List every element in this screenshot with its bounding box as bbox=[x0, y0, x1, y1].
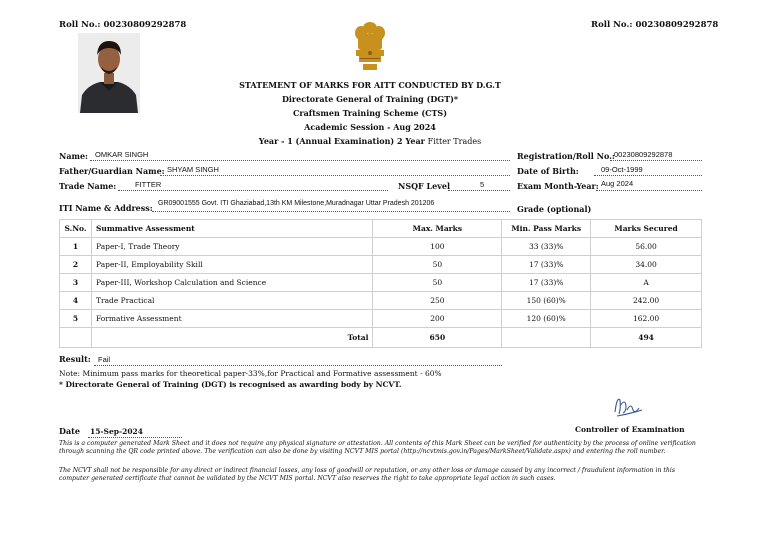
iti-label: ITI Name & Address: bbox=[59, 203, 153, 213]
total-label: Total bbox=[91, 328, 372, 348]
lion-capital-emblem-icon bbox=[352, 20, 388, 72]
disclaimer-liability: The NCVT shall not be responsible for any direct or indirect financial losses, any loss of goodwill or reputation, or any other loss or damage caused by any incorrect / fraudulent information in this computer generated certificate that cannot be validated by the NCVT MIS portal. NCVT also reserves the right to take appropriate legal action in such cases. bbox=[59, 467, 676, 483]
exam-month-value: Aug 2024 bbox=[601, 179, 634, 188]
roll-number-left: Roll No.: 00230809292878 bbox=[59, 20, 187, 30]
dob-value: 09-Oct-1999 bbox=[601, 165, 643, 174]
controller-signature bbox=[611, 392, 645, 420]
cts-line: Craftsmen Training Scheme (CTS) bbox=[293, 108, 447, 118]
father-value: SHYAM SINGH bbox=[167, 165, 219, 174]
table-header-row bbox=[60, 220, 702, 238]
result-value: Fail bbox=[98, 355, 111, 364]
date-value: 15-Sep-2024 bbox=[90, 427, 143, 436]
candidate-photo bbox=[78, 33, 140, 113]
table-row: 3 Paper-III, Workshop Calculation and Science 50 17 (33)% A bbox=[60, 274, 702, 292]
controller-label: Controller of Examination bbox=[575, 425, 685, 434]
marks-table bbox=[59, 219, 702, 348]
trade-label: Trade Name: bbox=[59, 181, 117, 191]
nsqf-label: NSQF Level bbox=[398, 181, 451, 191]
year-line: Year - 1 (Annual Examination) 2 Year Fitter Trades bbox=[258, 136, 482, 146]
table-total-row bbox=[60, 328, 702, 348]
total-secured: 494 bbox=[591, 328, 702, 348]
exam-month-label: Exam Month-Year: bbox=[517, 181, 599, 191]
statement-title: STATEMENT OF MARKS FOR AITT CONDUCTED BY D.G.T bbox=[239, 80, 501, 90]
disclaimer-verification: This is a computer generated Mark Sheet and it does not require any physical signature or attestation. All contents of this Mark Sheet can be verified for authenticity by the process of online verification through scanning the QR code printed above. The verification can also be done by visiting NCVT MIS portal (http://ncvtmis.gov.in/Pages/MarkSheet/Validate.aspx) and entering the roll number. bbox=[59, 440, 696, 456]
pass-marks-note: Note: Minimum pass marks for theoretical paper-33%,for Practical and Formative assessment - 60% bbox=[59, 369, 442, 378]
table-row: 5 Formative Assessment 200 120 (60)% 162.00 bbox=[60, 310, 702, 328]
father-label: Father/Guardian Name: bbox=[59, 166, 165, 176]
table-row: 4 Trade Practical 250 150 (60)% 242.00 bbox=[60, 292, 702, 310]
academic-session: Academic Session - Aug 2024 bbox=[304, 122, 436, 132]
name-label: Name: bbox=[59, 151, 89, 161]
dob-label: Date of Birth: bbox=[517, 166, 579, 176]
date-label: Date bbox=[59, 426, 80, 436]
dgt-line: Directorate General of Training (DGT)* bbox=[281, 94, 459, 104]
iti-value: GR09001555 Govt. ITI Ghaziabad,13th KM Milestone,Muradnagar Uttar Pradesh 201206 bbox=[158, 200, 435, 207]
header-secured: Marks Secured bbox=[591, 220, 702, 238]
header-min: Min. Pass Marks bbox=[502, 220, 591, 238]
nsqf-value: 5 bbox=[480, 180, 485, 189]
trade-value: FITTER bbox=[135, 180, 162, 189]
header-subject: Summative Assessment bbox=[91, 220, 372, 238]
grade-label: Grade (optional) bbox=[517, 204, 592, 214]
header-max: Max. Marks bbox=[373, 220, 502, 238]
signature-icon bbox=[611, 392, 645, 420]
result-label: Result: bbox=[59, 354, 91, 364]
registration-value: 00230809292878 bbox=[614, 150, 673, 159]
total-max: 650 bbox=[373, 328, 502, 348]
ncvt-note: * Directorate General of Training (DGT) is recognised as awarding body by NCVT. bbox=[59, 380, 402, 389]
person-photo-icon bbox=[78, 33, 140, 113]
name-value: OMKAR SINGH bbox=[95, 150, 149, 159]
header-sno: S.No. bbox=[60, 220, 92, 238]
table-row: 2 Paper-II, Employability Skill 50 17 (33)% 34.00 bbox=[60, 256, 702, 274]
national-emblem bbox=[352, 20, 388, 72]
registration-label: Registration/Roll No.: bbox=[517, 151, 615, 161]
table-row: 1 Paper-I, Trade Theory 100 33 (33)% 56.00 bbox=[60, 238, 702, 256]
roll-number-right: Roll No.: 00230809292878 bbox=[591, 20, 719, 30]
